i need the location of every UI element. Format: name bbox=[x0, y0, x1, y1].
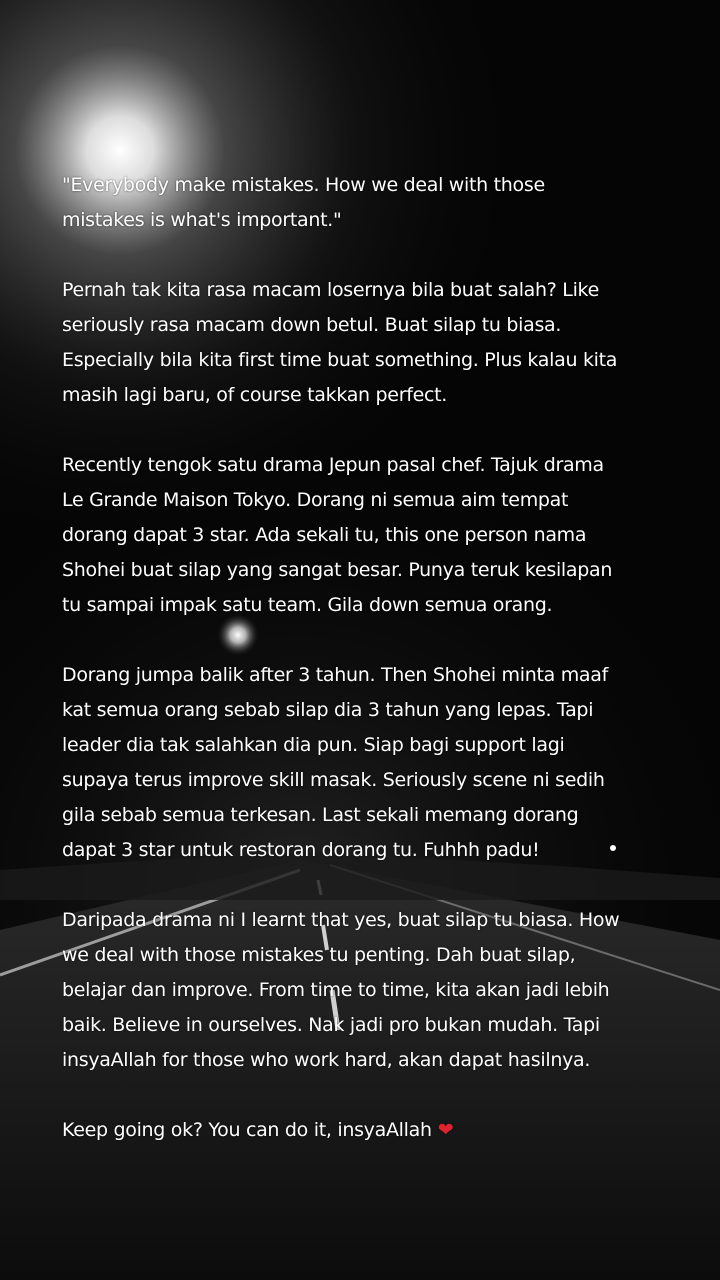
text-line: Le Grande Maison Tokyo. Dorang ni semua aim tempat bbox=[62, 489, 569, 511]
closing-paragraph bbox=[62, 1113, 662, 1148]
text-line: Daripada drama ni I learnt that yes, buat silap tu biasa. How bbox=[62, 909, 620, 931]
text-line: leader dia tak salahkan dia pun. Siap bagi support lagi bbox=[62, 734, 565, 756]
text-line: Pernah tak kita rasa macam losernya bila buat salah? Like bbox=[62, 279, 599, 301]
text-line: Especially bila kita first time buat something. Plus kalau kita bbox=[62, 349, 618, 371]
text-line: supaya terus improve skill masak. Seriously scene ni sedih bbox=[62, 769, 605, 791]
paragraph-3 bbox=[62, 658, 662, 868]
closing-line: Keep going ok? You can do it, insyaAllah bbox=[62, 1119, 432, 1141]
text-line: baik. Believe in ourselves. Nak jadi pro bukan mudah. Tapi bbox=[62, 1014, 600, 1036]
text-line: Shohei buat silap yang sangat besar. Punya teruk kesilapan bbox=[62, 559, 613, 581]
text-line: dapat 3 star untuk restoran dorang tu. Fuhhh padu! bbox=[62, 839, 540, 861]
quote-line: "Everybody make mistakes. How we deal with those bbox=[62, 174, 545, 196]
paragraph-2 bbox=[62, 448, 662, 623]
text-line: masih lagi baru, of course takkan perfect. bbox=[62, 384, 448, 406]
text-line: Recently tengok satu drama Jepun pasal chef. Tajuk drama bbox=[62, 454, 604, 476]
quote-paragraph bbox=[62, 168, 662, 238]
text-line: insyaAllah for those who work hard, akan dapat hasilnya. bbox=[62, 1049, 591, 1071]
text-line: seriously rasa macam down betul. Buat silap tu biasa. bbox=[62, 314, 562, 336]
text-line: Dorang jumpa balik after 3 tahun. Then Shohei minta maaf bbox=[62, 664, 608, 686]
quote-line: mistakes is what's important." bbox=[62, 209, 342, 231]
text-line: kat semua orang sebab silap dia 3 tahun yang lepas. Tapi bbox=[62, 699, 594, 721]
text-line: tu sampai impak satu team. Gila down semua orang. bbox=[62, 594, 553, 616]
text-line: gila sebab semua terkesan. Last sekali memang dorang bbox=[62, 804, 579, 826]
heart-icon: ❤ bbox=[437, 1119, 454, 1141]
text-line: we deal with those mistakes tu penting. Dah buat silap, bbox=[62, 944, 576, 966]
paragraph-1 bbox=[62, 273, 662, 413]
paragraph-4 bbox=[62, 903, 662, 1078]
caption-text bbox=[62, 168, 662, 1183]
text-line: dorang dapat 3 star. Ada sekali tu, this one person nama bbox=[62, 524, 587, 546]
text-line: belajar dan improve. From time to time, kita akan jadi lebih bbox=[62, 979, 610, 1001]
